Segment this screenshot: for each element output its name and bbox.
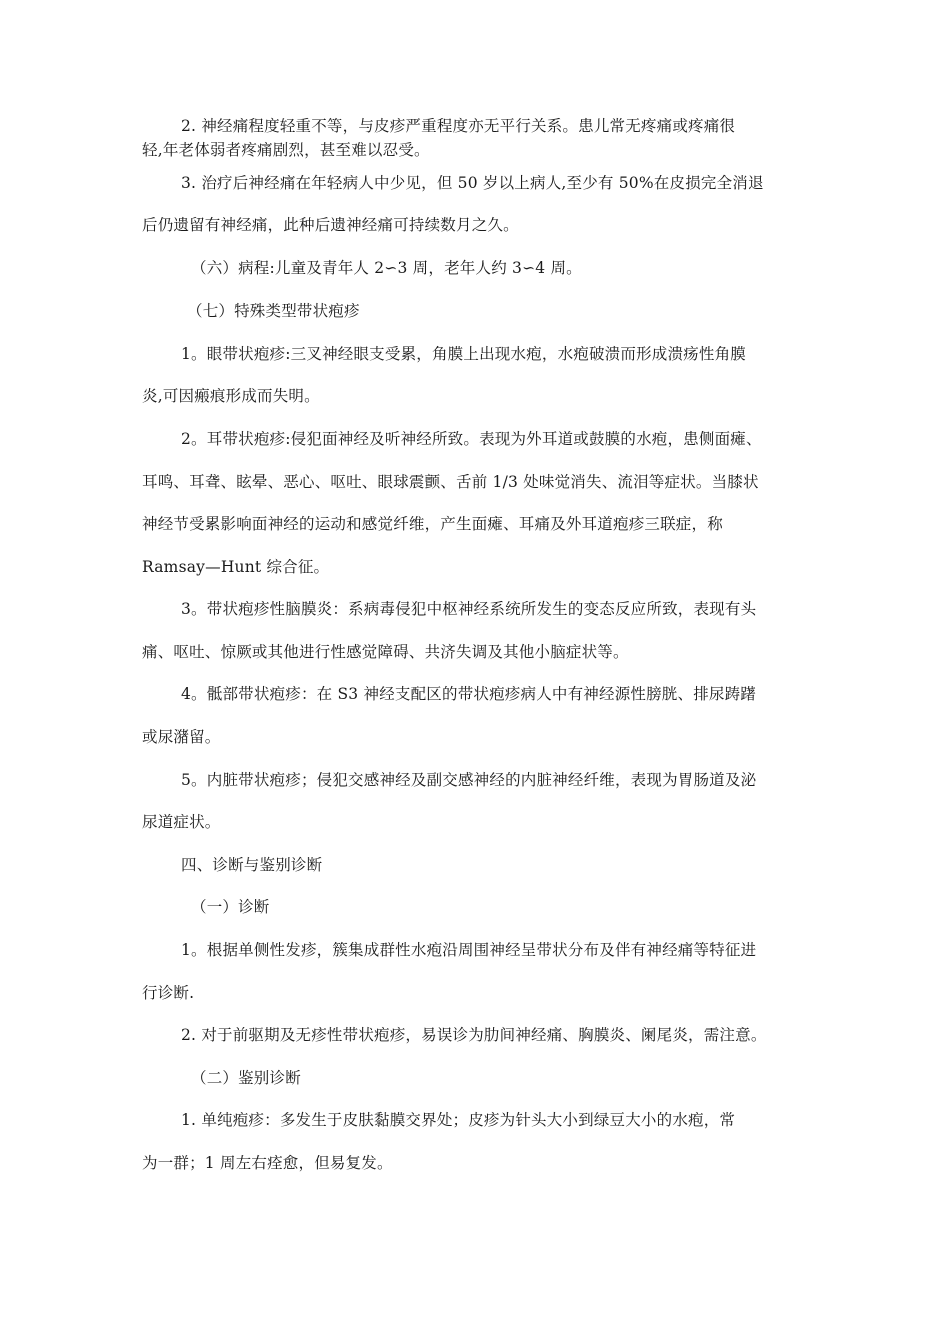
section-heading: 四、诊断与鉴别诊断 xyxy=(181,856,323,874)
text-line: 耳鸣、耳聋、眩晕、恶心、呕吐、眼球震颤、舌前 1/3 处味觉消失、流泪等症状。当膝状 xyxy=(142,473,759,491)
text-line: 2. 神经痛程度轻重不等，与皮疹严重程度亦无平行关系。患儿常无疼痛或疼痛很 xyxy=(181,117,736,135)
text-line: 4。骶部带状疱疹：在 S3 神经支配区的带状疱疹病人中有神经源性膀胱、排尿踌躇 xyxy=(181,685,756,703)
text-line: 3。带状疱疹性脑膜炎：系病毒侵犯中枢神经系统所发生的变态反应所致，表现有头 xyxy=(181,600,757,618)
text-line: 行诊断. xyxy=(142,984,195,1002)
text-line: 尿道症状。 xyxy=(142,813,221,831)
text-line: 痛、呕吐、惊厥或其他进行性感觉障碍、共济失调及其他小脑症状等。 xyxy=(142,643,629,661)
text-line: 1。眼带状疱疹:三叉神经眼支受累，角膜上出现水疱，水疱破溃而形成溃疡性角膜 xyxy=(181,345,746,363)
section-heading: （二）鉴别诊断 xyxy=(191,1069,301,1087)
text-line: Ramsay—Hunt 综合征。 xyxy=(142,558,330,576)
section-heading: （六）病程:儿童及青年人 2∽3 周，老年人约 3∽4 周。 xyxy=(191,259,582,277)
section-heading: （七）特殊类型带状疱疹 xyxy=(187,302,360,320)
text-line: 1. 单纯疱疹：多发生于皮肤黏膜交界处；皮疹为针头大小到绿豆大小的水疱，常 xyxy=(181,1111,736,1129)
section-heading: （一）诊断 xyxy=(191,898,270,916)
text-line: 为一群；1 周左右痊愈，但易复发。 xyxy=(142,1154,393,1172)
text-line: 3. 治疗后神经痛在年轻病人中少见，但 50 岁以上病人,至少有 50%在皮损完全消退 xyxy=(181,174,764,192)
text-line: 2。耳带状疱疹:侵犯面神经及听神经所致。表现为外耳道或鼓膜的水疱，患侧面瘫、 xyxy=(181,430,762,448)
text-line: 炎,可因瘢痕形成而失明。 xyxy=(142,387,320,405)
text-line: 后仍遗留有神经痛，此种后遗神经痛可持续数月之久。 xyxy=(142,216,519,234)
text-line: 5。内脏带状疱疹；侵犯交感神经及副交感神经的内脏神经纤维，表现为胃肠道及泌 xyxy=(181,771,757,789)
text-line: 2. 对于前驱期及无疹性带状疱疹，易误诊为肋间神经痛、胸膜炎、阑尾炎，需注意。 xyxy=(181,1026,767,1044)
text-line: 或尿潴留。 xyxy=(142,728,221,746)
text-line: 1。根据单侧性发疹，簇集成群性水疱沿周围神经呈带状分布及伴有神经痛等特征进 xyxy=(181,941,757,959)
text-line: 神经节受累影响面神经的运动和感觉纤维，产生面瘫、耳痛及外耳道疱疹三联症，称 xyxy=(142,515,723,533)
text-line: 轻,年老体弱者疼痛剧烈，甚至难以忍受。 xyxy=(142,141,430,159)
